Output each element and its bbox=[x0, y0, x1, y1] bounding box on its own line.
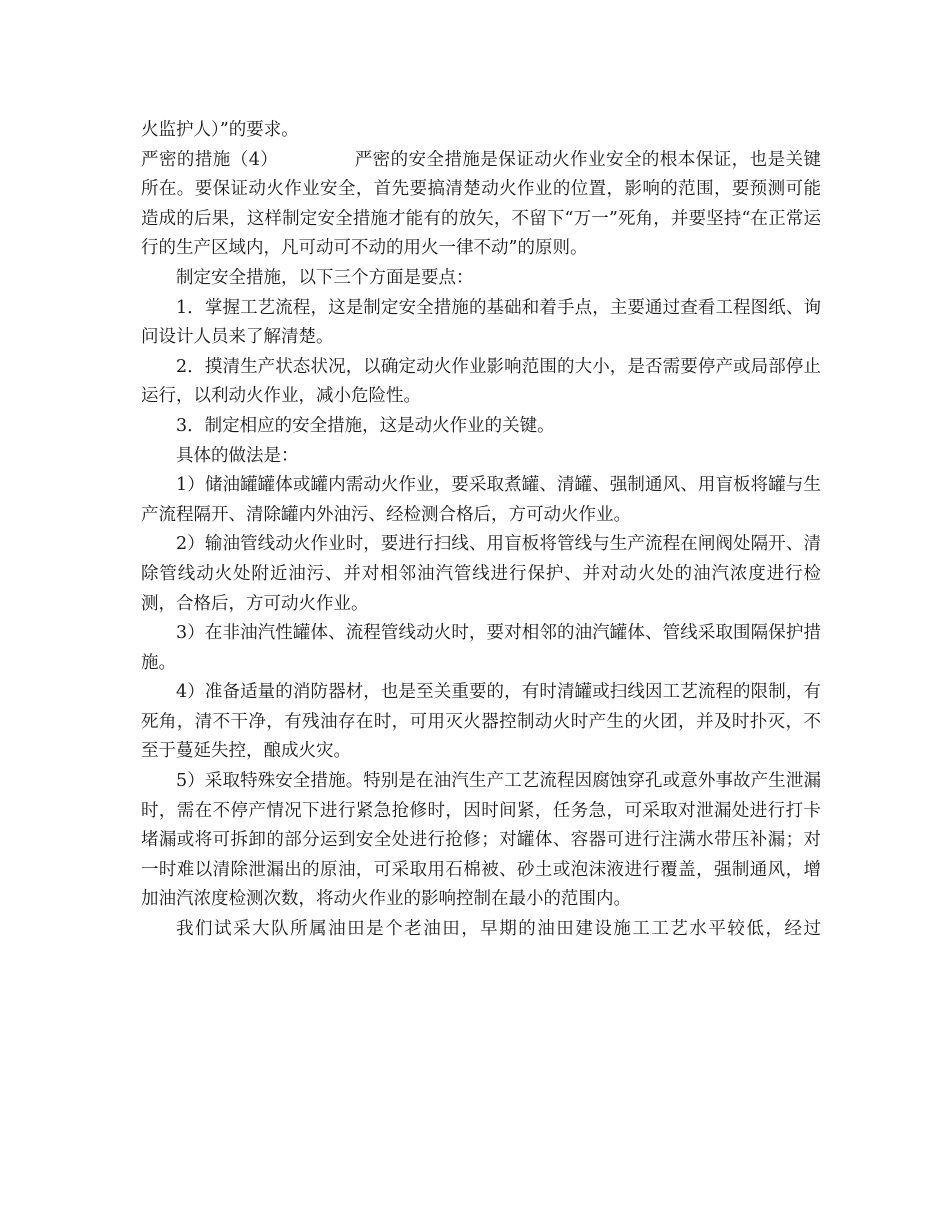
paragraph-methods-intro bbox=[141, 442, 821, 472]
paragraph-text: 1）储油罐罐体或罐内需动火作业，要采取煮罐、清罐、强制通风、用盲板将罐与生产流程隔开、清除罐内外油污、经检测合格后，方可动火作业。 bbox=[141, 475, 821, 525]
paragraph-text: 我们试采大队所属油田是个老油田，早期的油田建设施工工艺水平较低，经过 bbox=[176, 919, 821, 940]
paragraph-oilfield bbox=[141, 915, 821, 945]
paragraph-item-1 bbox=[141, 294, 821, 353]
paragraph-text: 火监护人）”的要求。 bbox=[141, 120, 299, 140]
paragraph-text: 2．摸清生产状态状况，以确定动火作业影响范围的大小，是否需要停产或局部停止运行，以利动火作业，减小危险性。 bbox=[141, 356, 821, 407]
section-label: 严密的措施（4） bbox=[141, 149, 279, 170]
document-body bbox=[141, 116, 821, 945]
paragraph-text: 1．掌握工艺流程，这是制定安全措施的基础和着手点，主要通过查看工程图纸、询问设计人员来了解清楚。 bbox=[141, 297, 821, 348]
paragraph-continuation bbox=[141, 116, 821, 146]
paragraph-text: 制定安全措施，以下三个方面是要点： bbox=[176, 267, 474, 288]
paragraph-text: 严密的安全措施是保证动火作业安全的根本保证，也是关键所在。要保证动火作业安全，首先要搞清楚动火作业的位置，影响的范围，要预测可能造成的后果，这样制定安全措施才能有的放矢，不留下“万一”死角，并要坚持“在正常运行的生产区域内，凡可动可不动的用火一律不动”的原则。 bbox=[141, 149, 821, 259]
paragraph-text: 3．制定相应的安全措施，这是动火作业的关键。 bbox=[176, 415, 555, 436]
paragraph-method-1 bbox=[141, 471, 821, 530]
paragraph-method-2 bbox=[141, 530, 821, 619]
paragraph-text: 3）在非油汽性罐体、流程管线动火时，要对相邻的油汽罐体、管线采取围隔保护措施。 bbox=[141, 623, 821, 673]
paragraph-method-5 bbox=[141, 767, 821, 915]
paragraph-text: 2）输油管线动火作业时，要进行扫线、用盲板将管线与生产流程在闸阀处隔开、清除管线动火处附近油污、并对相邻油汽管线进行保护、并对动火处的油汽浓度进行检测，合格后，方可动火作业。 bbox=[141, 534, 821, 614]
paragraph-method-4 bbox=[141, 678, 821, 767]
paragraph-item-2 bbox=[141, 353, 821, 412]
paragraph-key-points bbox=[141, 264, 821, 294]
paragraph-text: 4）准备适量的消防器材，也是至关重要的，有时清罐或扫线因工艺流程的限制，有死角，清不干净，有残油存在时，可用灭火器控制动火时产生的火团，并及时扑灭，不至于蔓延失控，酿成火灾。 bbox=[141, 682, 821, 762]
paragraph-item-3 bbox=[141, 412, 821, 442]
paragraph-method-3 bbox=[141, 619, 821, 678]
paragraph-text: 5）采取特殊安全措施。特别是在油汽生产工艺流程因腐蚀穿孔或意外事故产生泄漏时，需在不停产情况下进行紧急抢修时，因时间紧，任务急，可采取对泄漏处进行打卡堵漏或将可拆卸的部分运到安全处进行抢修；对罐体、容器可进行注满水带压补漏；对一时难以清除泄漏出的原油，可采取用石棉被、砂土或泡沫液进行覆盖，强制通风，增加油汽浓度检测次数，将动火作业的影响控制在最小的范围内。 bbox=[141, 771, 821, 910]
paragraph-text: 具体的做法是： bbox=[176, 445, 299, 466]
paragraph-strict-measures bbox=[141, 146, 821, 264]
